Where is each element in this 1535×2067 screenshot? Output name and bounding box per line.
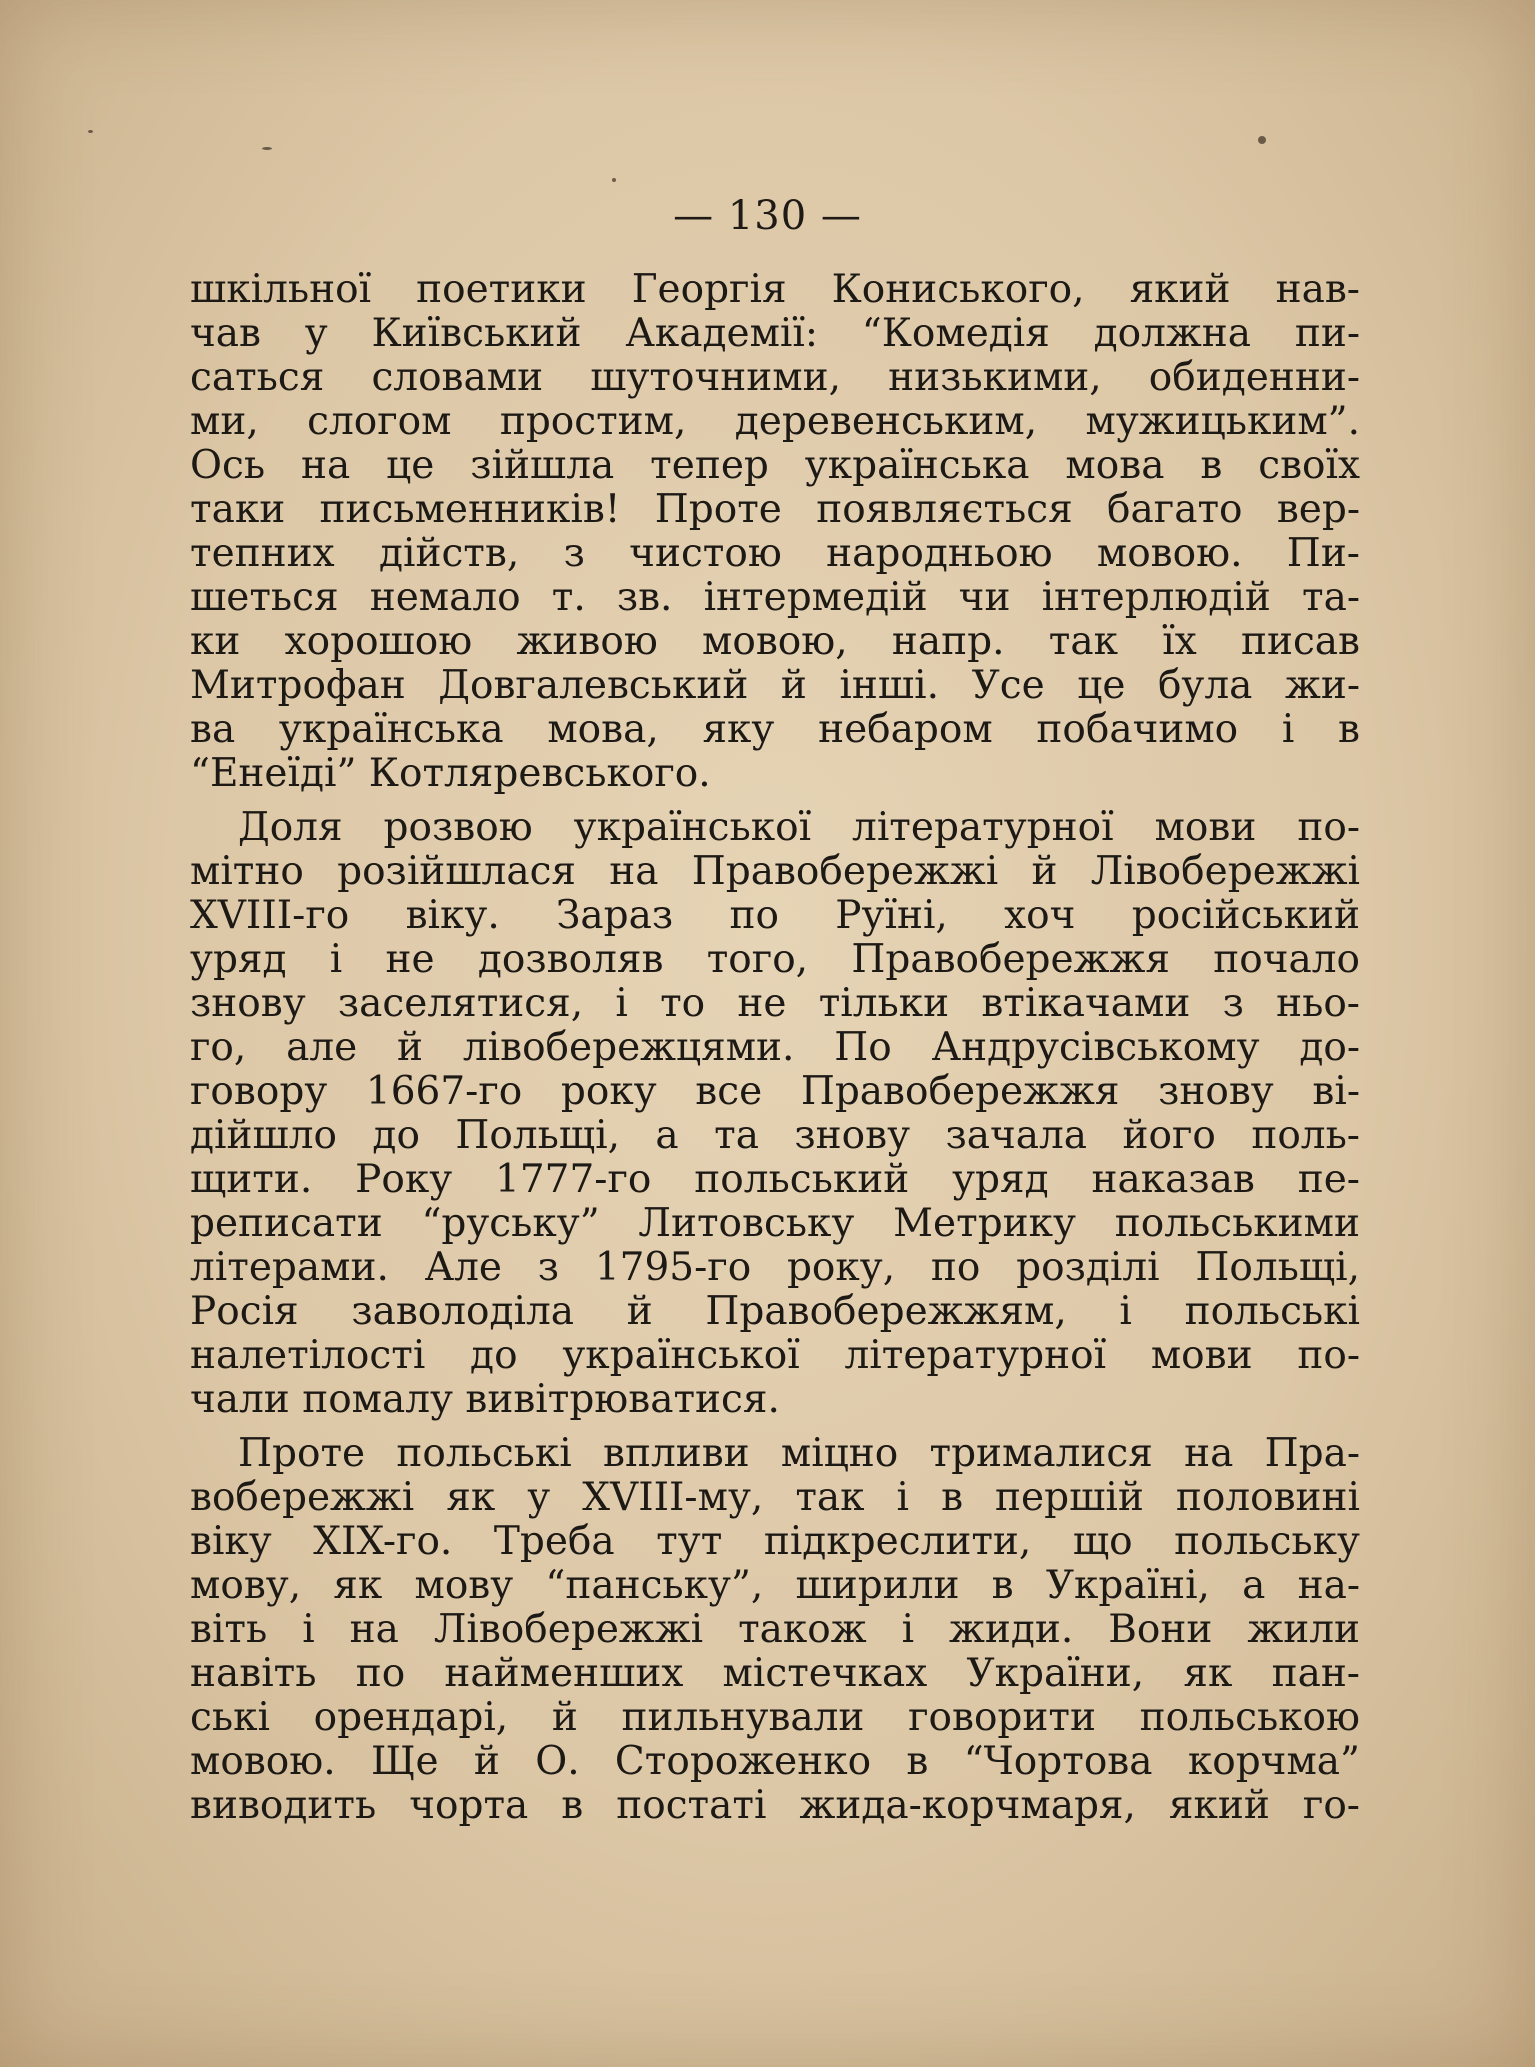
- text-line: вобережжі як у XVIII-му, так і в першій половині: [190, 1475, 1360, 1520]
- text-line: Ось на це зійшла тепер українська мова в своїх: [190, 443, 1360, 488]
- text-line: щити. Року 1777-го польський уряд наказав пе-: [190, 1157, 1360, 1202]
- text-line: чали помалу вивітрюватися.: [190, 1377, 780, 1422]
- text-line: XVIII-го віку. Зараз по Руїні, хоч російський: [190, 893, 1360, 938]
- text-line: го, але й лівобережцями. По Андрусівському до-: [190, 1025, 1360, 1070]
- text-line: мітно розійшлася на Правобережжі й Лівобережжі: [190, 849, 1360, 894]
- text-line: ки хорошою живою мовою, напр. так їх писав: [190, 619, 1360, 664]
- paper-speck: [612, 178, 616, 182]
- text-line: говору 1667-го року все Правобережжя знову ві-: [190, 1069, 1360, 1114]
- text-line: мовою. Ще й О. Стороженко в “Чортова корчма”: [190, 1739, 1360, 1784]
- text-line: налетілості до української літературної мови по-: [190, 1333, 1360, 1378]
- text-line: мову, як мову “панську”, ширили в Україні, а на-: [190, 1563, 1360, 1608]
- text-line: літерами. Але з 1795-го року, по розділі Польщі,: [190, 1245, 1360, 1290]
- text-line: уряд і не дозволяв того, Правобережжя почало: [190, 937, 1360, 982]
- body-text: [190, 268, 1360, 1828]
- text-line: віку XIX-го. Треба тут підкреслити, що польську: [190, 1519, 1360, 1564]
- text-line: шкільної поетики Георгія Кониського, який нав-: [190, 267, 1360, 312]
- text-line: “Енеїді” Котляревського.: [190, 751, 711, 796]
- text-line: таки письменників! Проте появляється багато вер-: [190, 487, 1360, 532]
- text-line: Росія заволоділа й Правобережжям, і польські: [190, 1289, 1360, 1334]
- text-line: знову заселятися, і то не тільки втікачами з ньо-: [190, 981, 1360, 1026]
- paper-speck: [88, 130, 93, 133]
- paper-speck: [1258, 136, 1266, 144]
- text-line: виводить чорта в постаті жида-корчмаря, який го-: [190, 1783, 1360, 1828]
- text-line: чав у Київський Академії: “Комедія должна пи-: [190, 311, 1360, 356]
- text-line: Проте польські впливи міцно трималися на Пра-: [238, 1431, 1360, 1476]
- text-line: Доля розвою української літературної мови по-: [238, 805, 1360, 850]
- text-line: віть і на Лівобережжі також і жиди. Вони жили: [190, 1607, 1360, 1652]
- text-line: реписати “руську” Литовську Метрику польськими: [190, 1201, 1360, 1246]
- text-line: тепних дійств, з чистою народньою мовою. Пи-: [190, 531, 1360, 576]
- text-line: Митрофан Довгалевський й інші. Усе це була жи-: [190, 663, 1360, 708]
- text-line: дійшло до Польщі, а та знову зачала його поль-: [190, 1113, 1360, 1158]
- text-line: шеться немало т. зв. інтермедій чи інтерлюдій та-: [190, 575, 1360, 620]
- text-line: ські орендарі, й пильнували говорити польською: [190, 1695, 1360, 1740]
- text-line: ва українська мова, яку небаром побачимо і в: [190, 707, 1360, 752]
- page-number: — 130 —: [673, 193, 862, 239]
- text-line: саться словами шуточними, низькими, обиденни-: [190, 355, 1360, 400]
- paper-speck: [262, 147, 272, 150]
- text-line: ми, слогом простим, деревенським, мужицьким”.: [190, 399, 1360, 444]
- text-line: навіть по найменших містечках України, як пан-: [190, 1651, 1360, 1696]
